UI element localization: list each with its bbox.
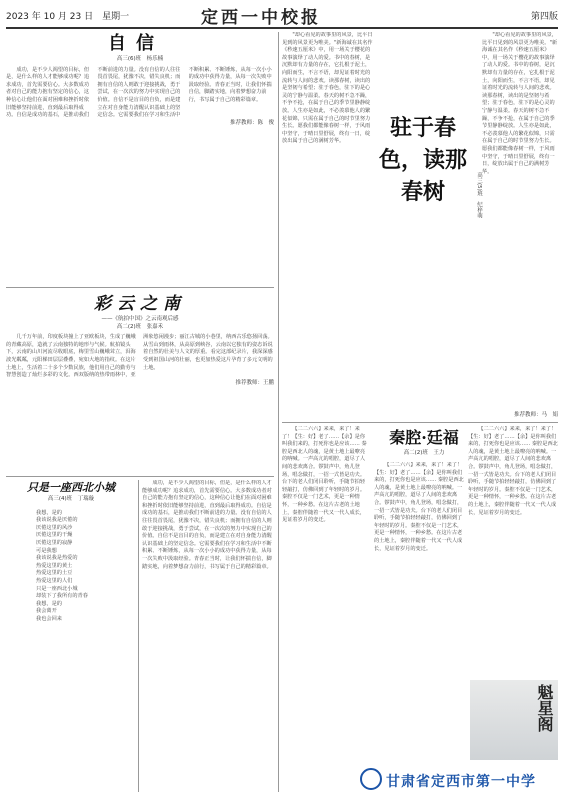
article-body: 成功，是不少人渴望的目标，但是，是什么样的人才能够成功呢？追求成功，首先需要信心。大多数成功者对自己的能力抱有坚定的信心，这种信心让他们在面对困难和挫折时依旧能够坚持前进，直到最后取得成功。自信是成功的基石，是推动我们不断前进的力量。没有自信的人往往畏首畏尾，犹豫不决，错失良机；而拥有自信的人则敢于迎接挑战，勇于尝试，在一次次的努力中实现自己的价值。自信不是盲目的自负，而是建立在对自身能力清醒认识基础上的坚定信念。它需要我们在学习和生活中不断积累、不断锤炼，从每一次小小的成功中获得力量，从每一次失败中汲取经验。青春正当时，让我们怀揣自信，脚踏实地，向着梦想奋力前行，书写属于自己的精彩篇章。 <box>6 66 272 119</box>
divider <box>138 480 139 792</box>
vertical-divider <box>278 32 279 792</box>
article-author: 高二(2)班 张嘉禾 <box>116 323 164 330</box>
article-title: 秦腔·廷福 <box>389 428 459 447</box>
school-emblem-icon <box>360 768 382 790</box>
article-colorful-south <box>6 292 274 474</box>
article-title: 自信 <box>108 33 164 54</box>
article-confidence <box>6 32 274 284</box>
article-northwest-town <box>6 480 136 795</box>
article-title: 只是一座西北小城 <box>27 481 115 494</box>
image-label: 魁星阁 <box>535 684 554 732</box>
article-author: 高三(6)班 杨乐楠 <box>116 56 164 62</box>
article-title: 彩云之南 <box>94 294 186 314</box>
issue-date: 2023 年 10 月 23 日 星期一 <box>6 12 130 22</box>
newspaper-title: 定西一中校报 <box>201 8 321 28</box>
kuixingge-image <box>470 680 558 760</box>
divider <box>6 287 274 288</box>
article-body-right: "却心看见的故事里的风景，比平日见到的风景更为唯美。"新海诚在其名作《秒速五厘米》中，用一场关于樱花的故事演绎了动人的爱。书中的春树，是沉默却有力量的存在，它扎根于泥土，向阳而生，不言不语，却见证着时光的流转与人间的悲欢。读那春树，读出的是坚韧与希望；驻于春色，驻下的是心灵的宁静与温柔。春天的树不急不躁，不争不抢，在属于自己的季节里静静绽放。人生亦是如此，不必羡慕他人的繁花似锦，只需在属于自己的时节里努力生长。愿我们都能像春树一样，于风雨中坚守，于晴日里舒展，终有一日，绽放出属于自己的满树芳华。 <box>482 32 558 175</box>
poem-body: 我想，是的 我该说我是厌倦的 厌倦这里的风沙 厌倦这里的干燥 厌倦这里的寂静 可是我想 我该说我是热爱的 热爱这里的黄土 热爱这里的土豆 热爱这里的人们 只是一座西北小城 却装下了我所有的青春 我想，是的 我会离开 我也会回来 <box>36 509 88 622</box>
article-author: 高二(2)班 王力 <box>403 450 445 456</box>
article-title: 驻于春色，读那春树 <box>378 115 467 205</box>
divider <box>6 476 274 477</box>
newspaper-header <box>6 3 558 29</box>
article-author: 高三(4)班 丁瑞璇 <box>47 496 95 502</box>
school-logo <box>360 765 558 795</box>
article-recommender: 推荐教师：马 娟 <box>513 412 558 419</box>
article-author: 高三(5)班 纪梓萌 <box>476 172 482 219</box>
article-body-right: 【二二六六】来来，来了！来了！【生：好】老了……【余】是你叫我们来的，打死你也是应该…… 秦腔是西北人的魂，是黄土地上最嘹亮的呐喊。一声高亢的唱腔，道尽了人间的悲欢离合。锣鼓声中，角儿登场，唱念做打，一招一式皆是功夫。台下的老人们闭目聆听，手随节拍轻轻敲打，仿佛回到了年轻时的岁月。秦腔不仅是一门艺术，更是一种情怀，一种乡愁。在这片古老的土地上，秦腔伴随着一代又一代人成长，见证着岁月的变迁。 <box>468 426 558 516</box>
article-body: 几千万年前，印度板块撞上了亚欧板块，生成了巍峨的青藏高原，造就了云南独特的地形与气候。航拍镜头下，云南的山川河流尽收眼底，梅里雪山巍峨耸立，洱海波光粼粼，元阳梯田层层叠叠，宛如大地的指纹。在这片土地上，生活着二十多个少数民族，他们用自己的勤劳与智慧创造了灿烂多彩的文化。西双版纳的热带雨林中，亚洲象悠闲漫步；丽江古城的小巷里，纳西古乐悠扬回荡。从雪山到雨林，从高原到峡谷，云南以它独有的姿态诉说着自然的壮美与人文的厚重。看完这部纪录片，我深深感受到祖国山河的壮丽，也更加热爱这片孕育了多元文明的土地。 <box>6 334 273 379</box>
continuation-body: 成功，是不少人渴望的目标，但是，是什么样的人才能够成功呢？追求成功，首先需要信心。大多数成功者对自己的能力抱有坚定的信心，这种信心让他们在面对困难和挫折时依旧能够坚持前进，直到最后取得成功。自信是成功的基石，是推动我们不断前进的力量。没有自信的人往往畏首畏尾，犹豫不决，错失良机；而拥有自信的人则敢于迎接挑战，勇于尝试，在一次次的努力中实现自己的价值。自信不是盲目的自负，而是建立在对自身能力清醒认识基础上的坚定信念。它需要我们在学习和生活中不断积累、不断锤炼，从每一次小小的成功中获得力量，从每一次失败中汲取经验。青春正当时，让我们怀揣自信，脚踏实地，向着梦想奋力前行，书写属于自己的精彩篇章。 <box>142 480 272 570</box>
article-recommender: 推荐教师：王鹏 <box>235 379 274 386</box>
article-spring-tree <box>282 32 558 420</box>
page-number: 第四版 <box>530 12 558 22</box>
article-recommender: 推荐教师：陈 俊 <box>229 119 274 126</box>
article-body: 【二二六六】来来，来了！来了！【生：好】老了……【余】是你叫我们来的，打死你也是应该…… 秦腔是西北人的魂，是黄土地上最嘹亮的呐喊。一声高亢的唱腔，道尽了人间的悲欢离合。锣鼓声中，角儿登场，唱念做打，一招一式皆是功夫。台下的老人们闭目聆听，手随节拍轻轻敲打，仿佛回到了年轻时的岁月。秦腔不仅是一门艺术，更是一种情怀，一种乡愁。在这片古老的土地上，秦腔伴随着一代又一代人成长，见证着岁月的变迁。 <box>282 426 367 524</box>
article-body-mid: 【二二六六】来来，来了！来了！【生：好】老了……【余】是你叫我们来的，打死你也是应该…… 秦腔是西北人的魂，是黄土地上最嘹亮的呐喊。一声高亢的唱腔，道尽了人间的悲欢离合。锣鼓声中，角儿登场，唱念做打，一招一式皆是功夫。台下的老人们闭目聆听，手随节拍轻轻敲打，仿佛回到了年轻时的岁月。秦腔不仅是一门艺术，更是一种情怀，一种乡愁。在这片古老的土地上，秦腔伴随着一代又一代人成长，见证着岁月的变迁。 <box>374 462 464 552</box>
article-continuation <box>142 480 274 792</box>
article-subtitle: ——《航拍中国》之云南观后感 <box>101 316 179 322</box>
school-name: 甘肃省定西市第一中学 <box>386 774 536 790</box>
divider <box>282 422 558 423</box>
article-body: "却心看见的故事里的风景，比平日见到的风景更为唯美。"新海诚在其名作《秒速五厘米》中，用一场关于樱花的故事演绎了动人的爱。书中的春树，是沉默却有力量的存在，它扎根于泥土，向阳而生，不言不语，却见证着时光的流转与人间的悲欢。读那春树，读出的是坚韧与希望；驻于春色，驻下的是心灵的宁静与温柔。春天的树不急不躁，不争不抢，在属于自己的季节里静静绽放。人生亦是如此，不必羡慕他人的繁花似锦，只需在属于自己的时节里努力生长。愿我们都能像春树一样，于风雨中坚守，于晴日里舒展，终有一日，绽放出属于自己的满树芳华。 <box>282 32 373 145</box>
